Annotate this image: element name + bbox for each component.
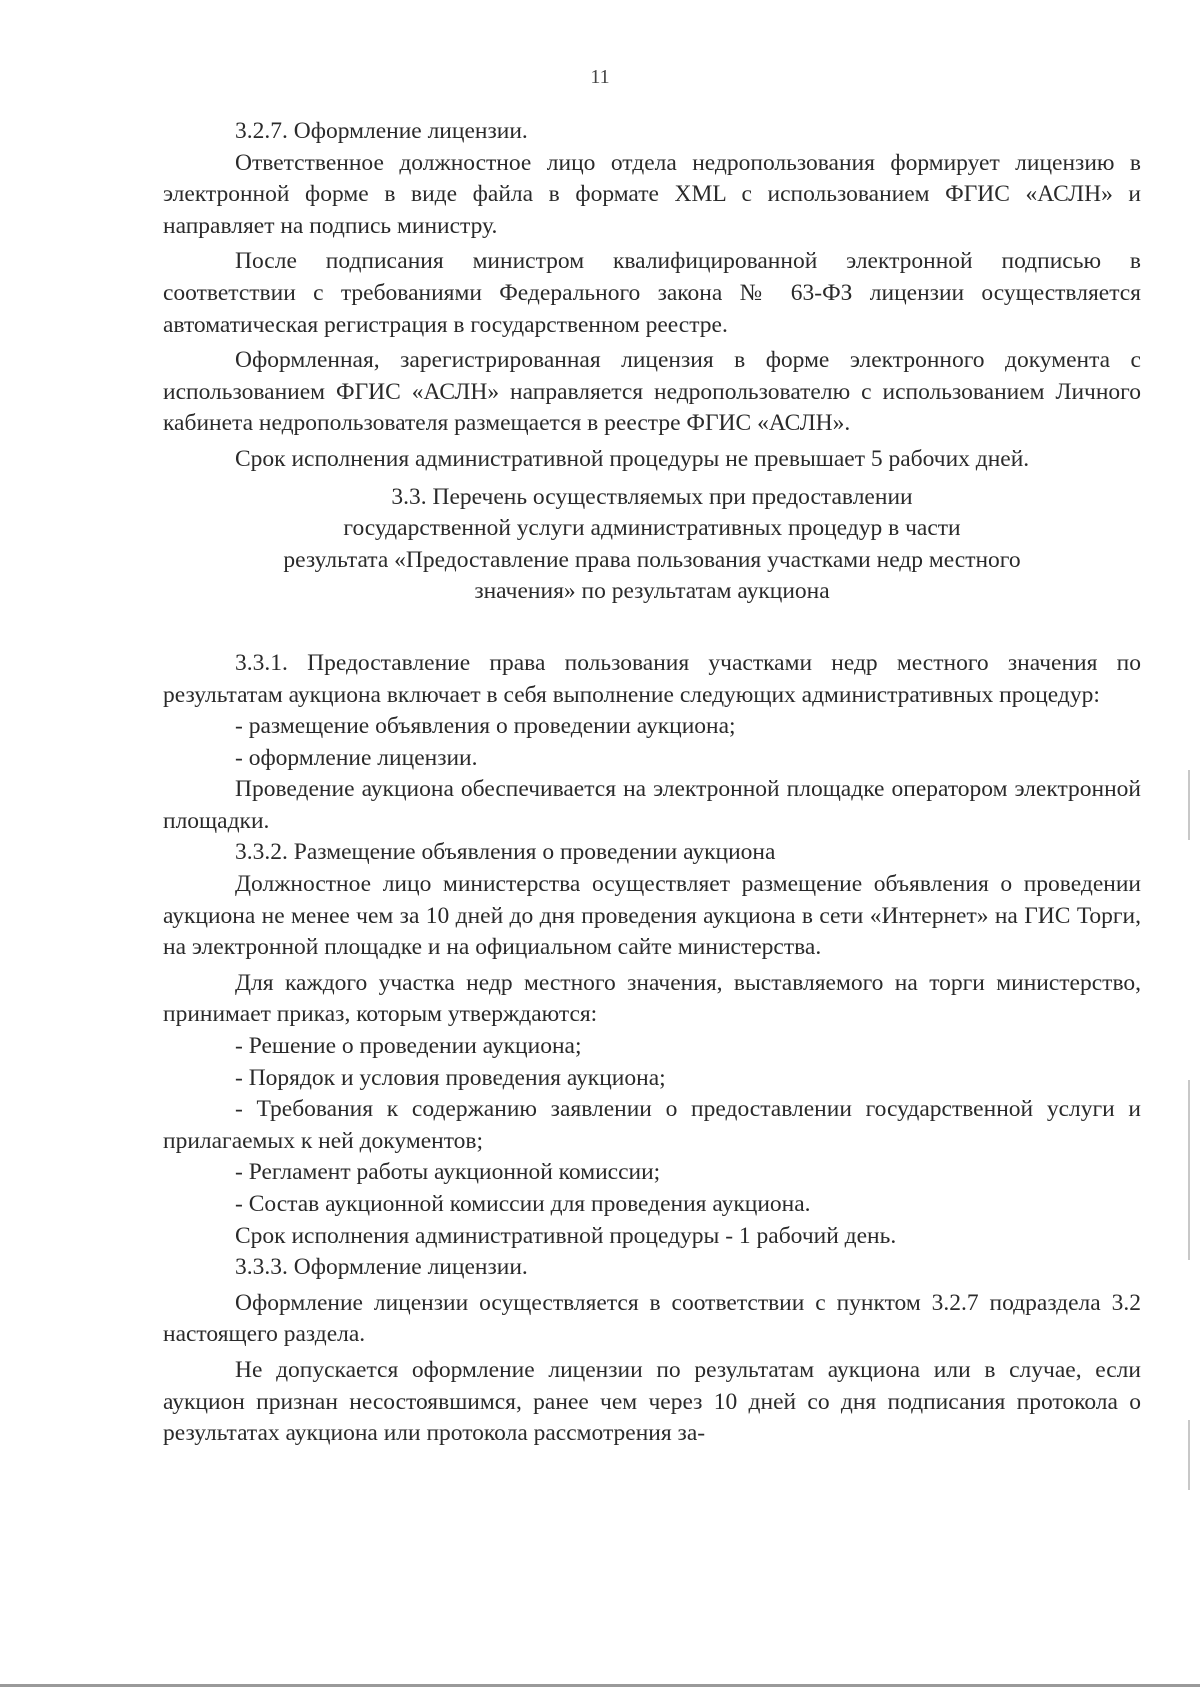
scan-edge-mark xyxy=(1188,770,1190,840)
list-item: - оформление лицензии. xyxy=(235,744,478,771)
paragraph: Оформление лицензии осуществляется в соответствии с пунктом 3.2.7 подраздела 3.2 настоящего раздела. xyxy=(163,1289,1141,1348)
section-3-3-heading xyxy=(163,482,1141,608)
paragraph-3-3-1: 3.3.1. Предоставление права пользования участками недр местного значения по результатам аукциона включает в себя выполнение следующих административных процедур: xyxy=(163,649,1141,708)
list-item: - Требования к содержанию заявлении о предоставлении государственной услуги и прилагаемых к ней документов; xyxy=(163,1096,1141,1154)
paragraph: Не допускается оформление лицензии по результатам аукциона или в случае, если аукцион признан несостоявшимся, ранее чем через 10 дней со дня подписания протокола о результатах аукциона или протокола рассмотрения за- xyxy=(163,1356,1141,1447)
paragraph: Срок исполнения административной процедуры не превышает 5 рабочих дней. xyxy=(235,445,1030,472)
paragraph: Оформленная, зарегистрированная лицензия в форме электронного документа с использованием ФГИС «АСЛН» направляется недропользователю с использованием Личного кабинета недропользователя размещается в реестре ФГИС «АСЛН». xyxy=(163,347,1141,437)
paragraph: Для каждого участка недр местного значения, выставляемого на торги министерство, принимает приказ, которым утверждаются: xyxy=(163,969,1141,1028)
heading-line: 3.3. Перечень осуществляемых при предоставлении xyxy=(391,483,913,510)
paragraph: Ответственное должностное лицо отдела недропользования формирует лицензию в электронной форме в виде файла в формате XML с использованием ФГИС «АСЛН» и направляет на подпись министру. xyxy=(163,149,1141,239)
list-item: - Состав аукционной комиссии для проведения аукциона. xyxy=(235,1191,811,1217)
paragraph: После подписания министром квалифицированной электронной подписью в соответствии с требованиями Федерального закона № 63-ФЗ лицензии осуществляется автоматическая регистрация в государственном реестре. xyxy=(163,248,1141,338)
list-item: - Решение о проведении аукциона; xyxy=(235,1033,582,1060)
list-item: - размещение объявления о проведении аукциона; xyxy=(235,713,736,740)
section-3-3-3-title: 3.3.3. Оформление лицензии. xyxy=(235,1254,528,1281)
paragraph: Должностное лицо министерства осуществляет размещение объявления о проведении аукциона не менее чем за 10 дней до дня проведения аукциона в сети «Интернет» на ГИС Торги, на электронной площадке и на официальном сайте министерства. xyxy=(163,871,1141,961)
document-body xyxy=(163,116,1141,1450)
section-3-2-7-title: 3.2.7. Оформление лицензии. xyxy=(235,118,528,144)
scan-bottom-edge xyxy=(0,1684,1200,1687)
section-3-3-2-title: 3.3.2. Размещение объявления о проведении аукциона xyxy=(235,839,776,866)
heading-line: значения» по результатам аукциона xyxy=(474,578,830,605)
paragraph: Проведение аукциона обеспечивается на электронной площадке оператором электронной площадки. xyxy=(163,776,1141,834)
scan-edge-mark xyxy=(1188,1080,1190,1260)
page-number: 11 xyxy=(590,66,610,88)
list-item: - Регламент работы аукционной комиссии; xyxy=(235,1159,661,1186)
list-item: - Порядок и условия проведения аукциона; xyxy=(235,1064,666,1091)
heading-line: государственной услуги административных процедур в части xyxy=(343,515,961,542)
heading-line: результата «Предоставление права пользования участками недр местного xyxy=(283,546,1021,573)
paragraph: Срок исполнения административной процедуры - 1 рабочий день. xyxy=(235,1222,897,1249)
scan-edge-mark xyxy=(1188,1420,1190,1490)
